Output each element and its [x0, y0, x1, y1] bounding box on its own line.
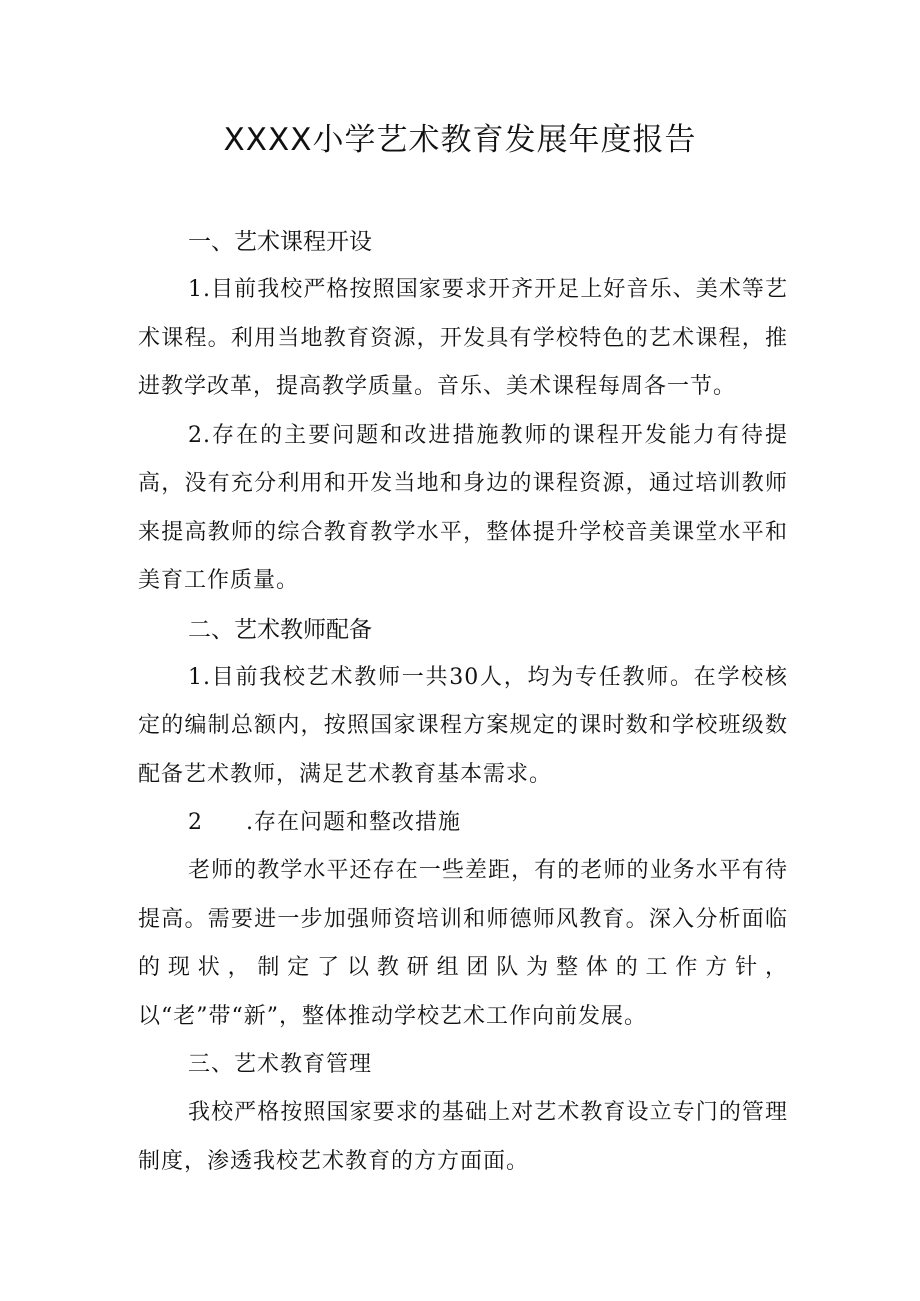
paragraph-1-2: 2.存在的主要问题和改进措施教师的课程开发能力有待提高，没有充分利用和开发当地和身边的课程资源，通过培训教师来提高教师的综合教育教学水平，整体提升学校音美课堂水平和美育工作质量。	[138, 422, 788, 593]
document-body	[138, 218, 788, 1186]
paragraph-2-1: 1.目前我校艺术教师一共30人，均为专任教师。在学校核定的编制总额内，按照国家课程方案规定的课时数和学校班级数配备艺术教师，满足艺术教育基本需求。	[138, 664, 788, 787]
paragraph-3-1: 我校严格按照国家要求的基础上对艺术教育设立专门的管理制度，渗透我校艺术教育的方方面面。	[138, 1100, 788, 1174]
section-heading-2: 二、艺术教师配备	[188, 616, 372, 643]
document-title: XXXX小学艺术教育发展年度报告	[223, 122, 697, 158]
subheading-text: .存在问题和整改措施	[246, 810, 461, 835]
subheading-number: 2	[188, 810, 203, 835]
paragraph-2-2: 老师的教学水平还存在一些差距，有的老师的业务水平有待提高。需要进一步加强师资培训和师德师风教育。深入分析面临的现状，制定了以教研组团队为整体的工作方针，以“老”带“新”，整体推动学校艺术工作向前发展。	[138, 858, 788, 1029]
section-heading-3: 三、艺术教育管理	[188, 1052, 373, 1077]
section-heading-1: 一、艺术课程开设	[188, 229, 372, 255]
subheading-2-2	[138, 799, 788, 847]
paragraph-1-1: 1.目前我校严格按照国家要求开齐开足上好音乐、美术等艺术课程。利用当地教育资源，开发具有学校特色的艺术课程，推进教学改革，提高教学质量。音乐、美术课程每周各一节。	[138, 277, 788, 399]
